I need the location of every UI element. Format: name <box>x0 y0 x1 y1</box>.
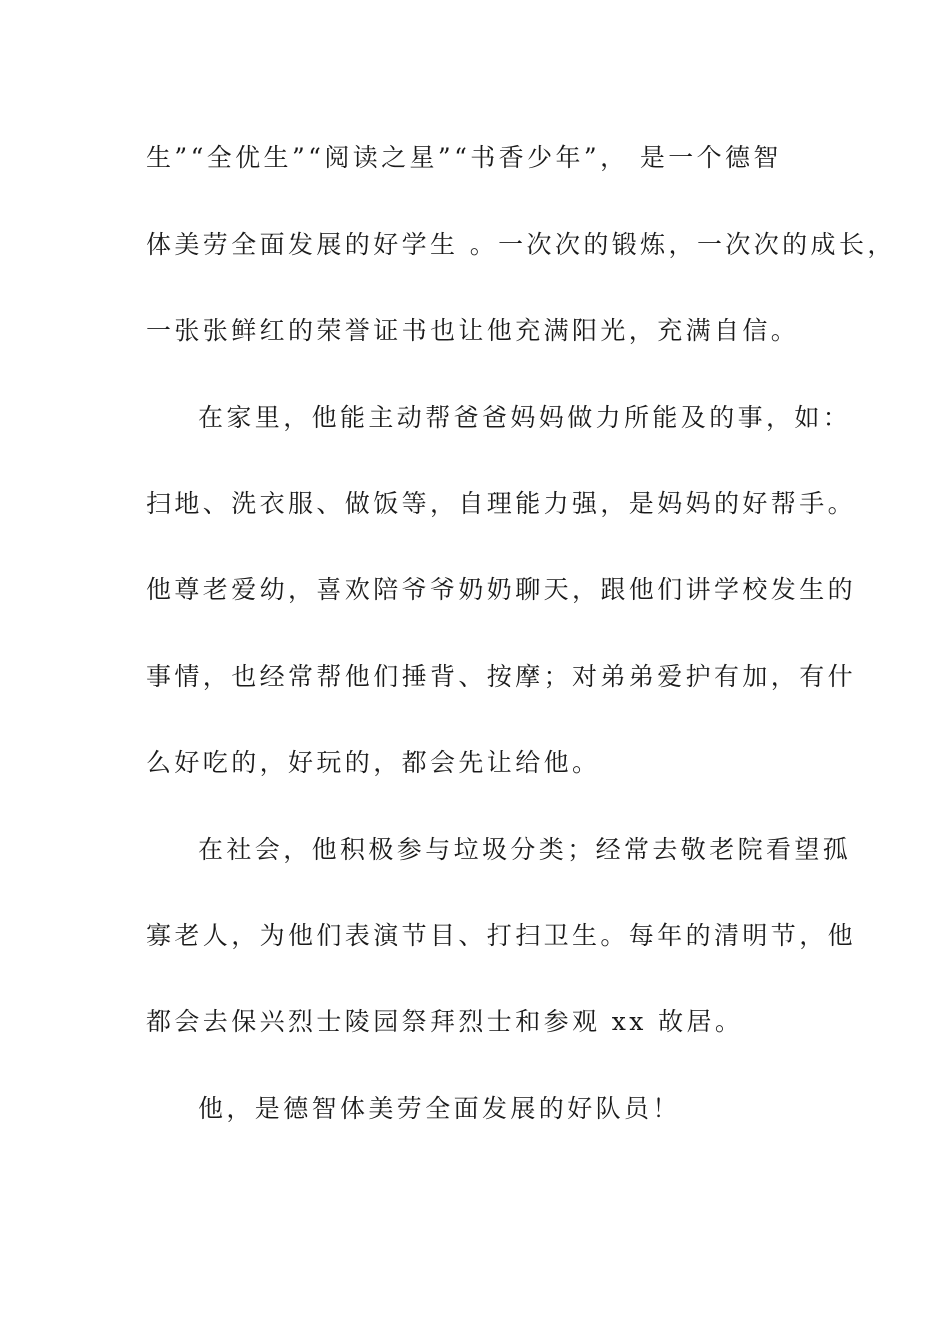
paragraph-first-line: 他，是德智体美劳全面发展的好队员！ <box>198 1094 681 1123</box>
text-line: 一张张鲜红的荣誉证书也让他充满阳光，充满自信。 <box>146 316 800 345</box>
text-line: 寡老人，为他们表演节目、打扫卫生。每年的清明节，他 <box>146 921 857 950</box>
text-line: 体美劳全面发展的好学生 。一次次的锻炼，一次次的成长， <box>146 230 896 259</box>
text-line: 都会去保兴烈士陵园祭拜烈士和参观 xx 故居。 <box>146 1007 744 1036</box>
text-line: 扫地、洗衣服、做饭等，自理能力强，是妈妈的好帮手。 <box>146 489 857 518</box>
text-line: 他尊老爱幼，喜欢陪爷爷奶奶聊天，跟他们讲学校发生的 <box>146 575 857 604</box>
text-line: 事情，也经常帮他们捶背、按摩；对弟弟爱护有加，有什 <box>146 662 857 691</box>
paragraph-first-line: 在社会，他积极参与垃圾分类；经常去敬老院看望孤 <box>198 835 852 864</box>
paragraph-first-line: 在家里，他能主动帮爸爸妈妈做力所能及的事，如： <box>198 403 852 432</box>
text-line: 生”“全优生”“阅读之星”“书香少年”， 是一个德智 <box>146 143 782 172</box>
text-line: 么好吃的，好玩的，都会先让给他。 <box>146 748 601 777</box>
